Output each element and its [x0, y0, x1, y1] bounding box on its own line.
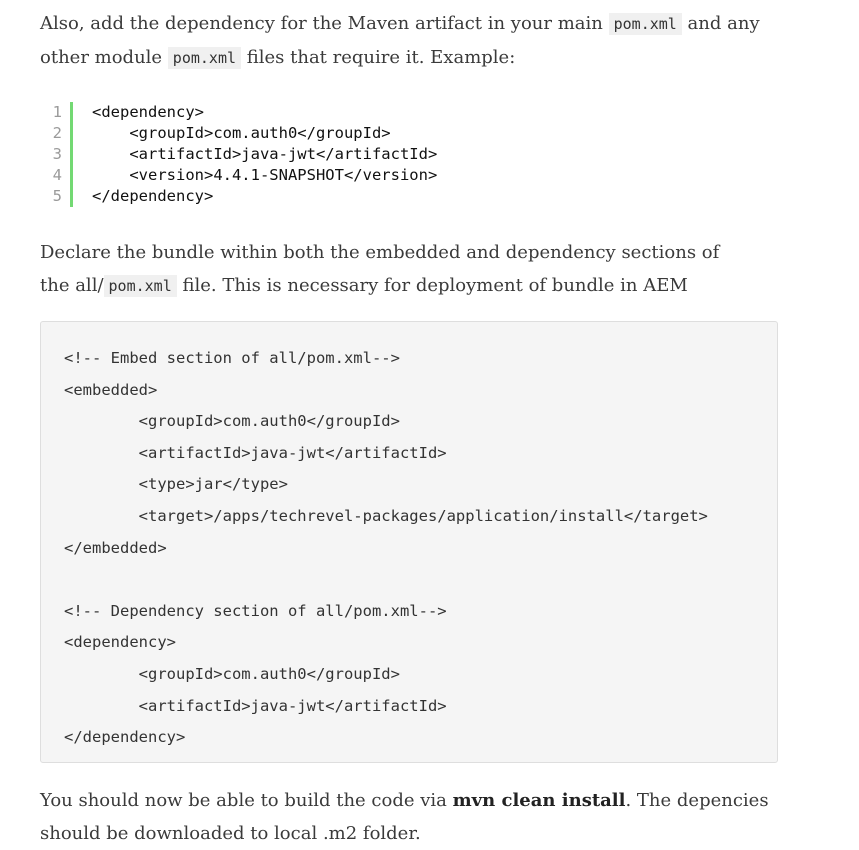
inline-code-pom: pom.xml — [168, 47, 241, 69]
line-number: 3 — [52, 145, 62, 163]
intro-text-1: Also, add the dependency for the Maven artifact in your main — [40, 13, 609, 34]
code-text: <groupId>com.auth0</groupId> — [92, 124, 391, 142]
numbered-code-block — [40, 102, 780, 207]
intro-text-2: and any other module — [40, 13, 760, 68]
declare-text-1: Declare the bundle within both the embedded and dependency sections of the all/ — [40, 242, 720, 296]
code-line: <type>jar</type> — [64, 475, 288, 494]
line-number: 1 — [52, 103, 62, 121]
code-text: <version>4.4.1-SNAPSHOT</version> — [92, 166, 438, 184]
code-line: </dependency> — [64, 728, 186, 747]
declare-text-2: file. This is necessary for deployment of bundle in AEM — [176, 275, 688, 296]
intro-text-3: files that require it. Example: — [241, 47, 516, 68]
pom-code-block — [40, 321, 778, 763]
code-line: <artifactId>java-jwt</artifactId> — [64, 696, 447, 715]
line-number: 2 — [52, 124, 62, 142]
code-line: <embedded> — [64, 380, 158, 399]
code-line: <groupId>com.auth0</groupId> — [64, 664, 400, 683]
code-line — [40, 123, 780, 144]
code-text: <dependency> — [92, 103, 204, 121]
code-line: <groupId>com.auth0</groupId> — [64, 412, 400, 431]
code-line: <artifactId>java-jwt</artifactId> — [64, 443, 447, 462]
code-line: <!-- Embed section of all/pom.xml--> — [64, 349, 400, 367]
code-line: </embedded> — [64, 538, 167, 557]
code-line — [64, 564, 754, 596]
inline-code-pom: pom.xml — [609, 13, 682, 35]
intro-paragraph — [40, 7, 800, 75]
line-number: 4 — [52, 166, 62, 184]
closing-text-2: . The depencies should be downloaded to local .m2 folder. — [40, 790, 769, 844]
code-line — [40, 165, 780, 186]
code-line: <!-- Dependency section of all/pom.xml--> — [64, 601, 447, 620]
inline-code-pom: pom.xml — [104, 275, 177, 297]
code-text: <artifactId>java-jwt</artifactId> — [92, 145, 438, 163]
declare-paragraph — [40, 236, 720, 303]
code-line — [40, 102, 780, 123]
code-line — [40, 144, 780, 165]
build-command: mvn clean install — [452, 790, 626, 811]
closing-text-1: You should now be able to build the code via — [40, 790, 453, 811]
code-line: <target>/apps/techrevel-packages/application/install</target> — [64, 506, 708, 525]
code-text: </dependency> — [92, 187, 214, 205]
line-number: 5 — [52, 187, 62, 205]
closing-paragraph — [40, 784, 800, 850]
code-line — [40, 186, 780, 207]
code-line: <dependency> — [64, 633, 176, 652]
